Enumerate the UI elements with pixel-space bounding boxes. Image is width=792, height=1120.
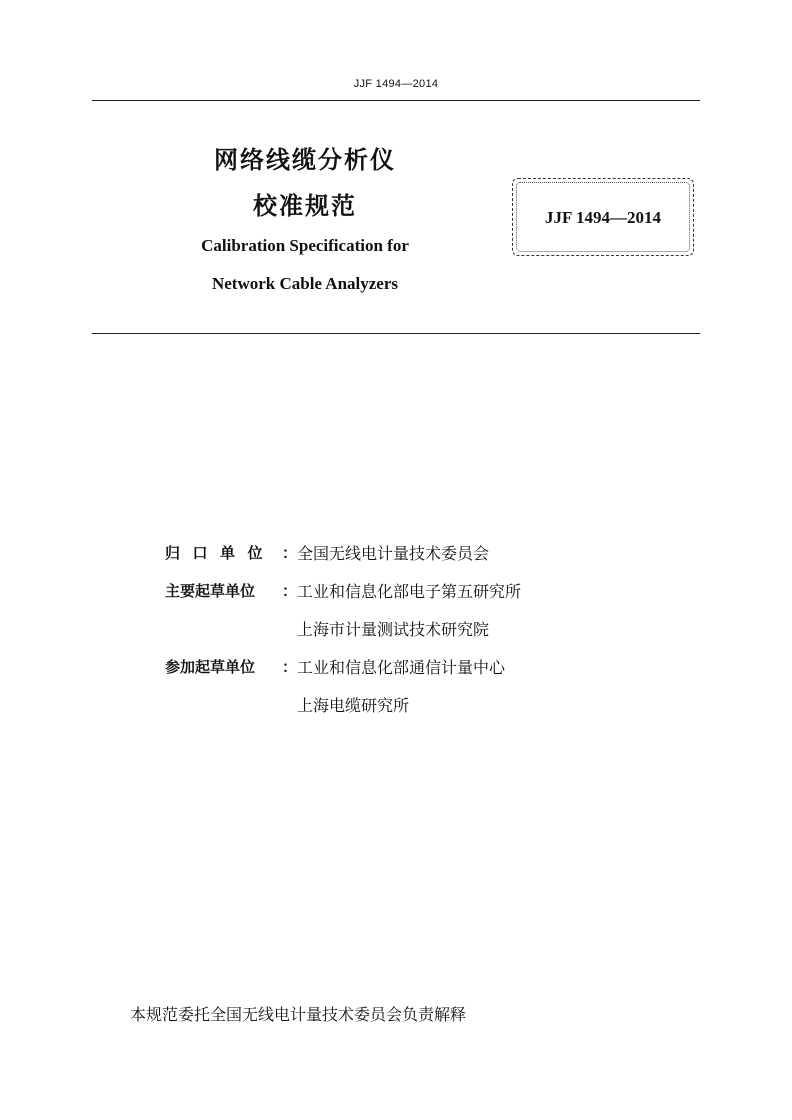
org-colon: ：	[282, 544, 298, 562]
org-colon: ：	[282, 658, 298, 676]
org-colon: ：	[282, 582, 298, 600]
running-header-code: JJF 1494—2014	[353, 78, 439, 90]
title-chinese-line-2: 校准规范	[253, 192, 357, 220]
org-value-main-drafting-2: 上海市计量测试技术研究院	[297, 620, 490, 639]
title-chinese-line-1: 网络线缆分析仪	[214, 146, 396, 174]
title-english-line-1: Calibration Specification for	[201, 236, 409, 255]
title-english-line-2: Network Cable Analyzers	[211, 274, 399, 293]
org-value-participating-1: 工业和信息化部通信计量中心	[297, 658, 506, 677]
org-value-responsible: 全国无线电计量技术委员会	[297, 544, 490, 563]
org-value-participating-2: 上海电缆研究所	[297, 696, 410, 715]
org-label-responsible: 归口单位	[165, 544, 276, 562]
org-row-main-drafting	[0, 579, 792, 603]
org-label-main-drafting: 主要起草单位	[165, 582, 256, 600]
org-row-participating-2	[0, 693, 792, 717]
header-rule	[92, 100, 700, 101]
standard-code-box	[512, 178, 694, 256]
org-value-main-drafting-1: 工业和信息化部电子第五研究所	[297, 582, 522, 601]
title-section-rule	[92, 333, 700, 334]
interpretation-note: 本规范委托全国无线电计量技术委员会负责解释	[130, 1005, 467, 1024]
org-row-main-drafting-2	[0, 617, 792, 641]
standard-code: JJF 1494—2014	[544, 208, 661, 227]
org-row-responsible	[0, 541, 792, 565]
org-label-participating: 参加起草单位	[165, 658, 256, 676]
org-row-participating	[0, 655, 792, 679]
